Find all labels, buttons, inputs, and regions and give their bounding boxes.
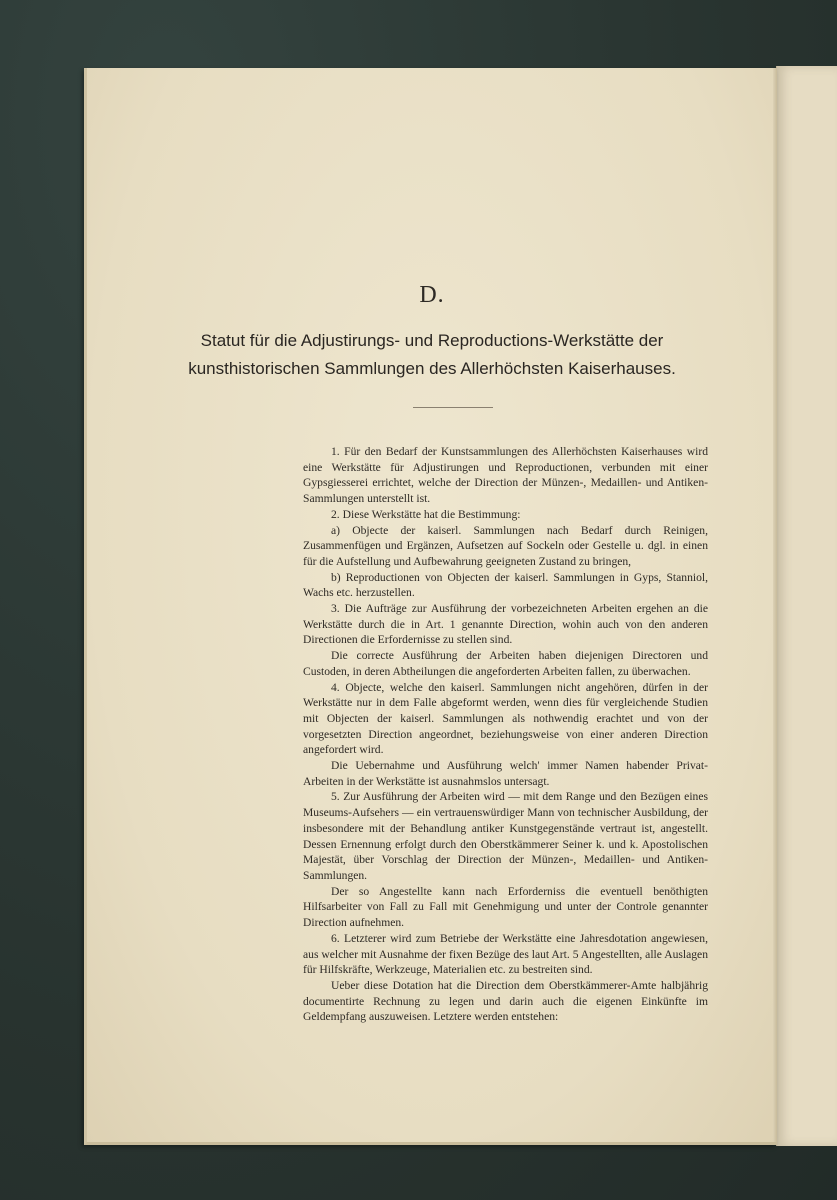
- paragraph-art-3: 3. Die Aufträge zur Ausführung der vorbezeichneten Arbeiten ergehen an die Werkstätte durch die in Art. 1 genannte Direction, wohin auch von den anderen Directionen die Erfordernisse zu stellen sind.: [303, 602, 708, 647]
- title-divider: [413, 407, 493, 408]
- paragraph-art-5-assistants: Der so Angestellte kann nach Erforderniss die eventuell benöthigten Hilfsarbeiter von Fall zu Fall mit Genehmigung und unter der Controle genannter Direction aufnehmen.: [303, 884, 708, 930]
- document-title: [87, 327, 777, 383]
- paragraph-art-6: 6. Letzterer wird zum Betriebe der Werkstätte eine Jahresdotation angewiesen, aus welcher mit Ausnahme der fixen Bezüge des laut Art. 5 Angestellten, alle Auslagen für Hilfskräfte, Werkzeuge, Materialien etc. zu bestreiten sind.: [303, 931, 708, 977]
- adjacent-page-edge: [776, 66, 837, 1146]
- paragraph-art-2a: a) Objecte der kaiserl. Sammlungen nach Bedarf durch Reinigen, Zusammenfügen und Ergänzen, Aufsetzen auf Sockeln oder Gestelle u. dgl. in einen für die Aufstellung und Aufbewahrung geeigneten Zustand zu bringen,: [303, 523, 708, 568]
- paragraph-art-2: 2. Diese Werkstätte hat die Bestimmung:: [331, 507, 521, 521]
- title-line-1: Statut für die Adjustirungs- und Reproductions-Werkstätte der: [200, 331, 664, 350]
- title-line-2: kunsthistorischen Sammlungen des Allerhöchsten Kaiserhauses.: [188, 359, 676, 378]
- paragraph-art-2b: b) Reproductionen von Objecten der kaiserl. Sammlungen in Gyps, Stanniol, Wachs etc. herzustellen.: [303, 570, 708, 600]
- document-page: [84, 68, 777, 1145]
- paragraph-art-4-private-work: Die Uebernahme und Ausführung welch' immer Namen habender Privat-Arbeiten in der Werkstätte ist ausnahmslos untersagt.: [303, 759, 708, 788]
- statute-body: [303, 444, 708, 1025]
- section-letter: D.: [419, 282, 445, 308]
- paragraph-art-3-supervision: Die correcte Ausführung der Arbeiten haben diejenigen Directoren und Custoden, in deren Abtheilungen die angeforderten Arbeiten fallen, zu überwachen.: [303, 649, 708, 678]
- page-fold-shadow: [773, 68, 777, 1142]
- paragraph-art-4: 4. Objecte, welche den kaiserl. Sammlungen nicht angehören, dürfen in der Werkstätte nur in dem Falle abgeformt werden, wenn dies für vergleichende Studien mit Objecten der kaiserl. Sammlungen als nothwendig erachtet und von der vorgesetzten Direction angeordnet, beziehungsweise von einer anderen Direction angefordert wird.: [303, 680, 708, 757]
- paragraph-art-5: 5. Zur Ausführung der Arbeiten wird — mit dem Range und den Bezügen eines Museums-Aufsehers — ein vertrauenswürdiger Mann von technischer Ausbildung, der insbesondere mit der Behandlung antiker Kunstgegenstände vertraut ist, angestellt. Dessen Ernennung erfolgt durch den Oberstkämmerer Seiner k. und k. Apostolischen Majestät, über Vorschlag der Direction der Münzen-, Medaillen- und Antiken-Sammlungen.: [303, 790, 708, 882]
- paragraph-art-6-accounting: Ueber diese Dotation hat die Direction dem Oberstkämmerer-Amte halbjährig documentirte Rechnung zu legen und darin auch die eigenen Einkünfte im Geldempfang auszuweisen. Letztere werden entstehen:: [303, 978, 708, 1024]
- paragraph-art-1: 1. Für den Bedarf der Kunstsammlungen des Allerhöchsten Kaiserhauses wird eine Werkstätte für Adjustirungen und Reproductionen, verbunden mit einer Gypsgiesserei errichtet, welche der Direction der Münzen-, Medaillen- und Antiken-Sammlungen unterstellt ist.: [303, 445, 708, 506]
